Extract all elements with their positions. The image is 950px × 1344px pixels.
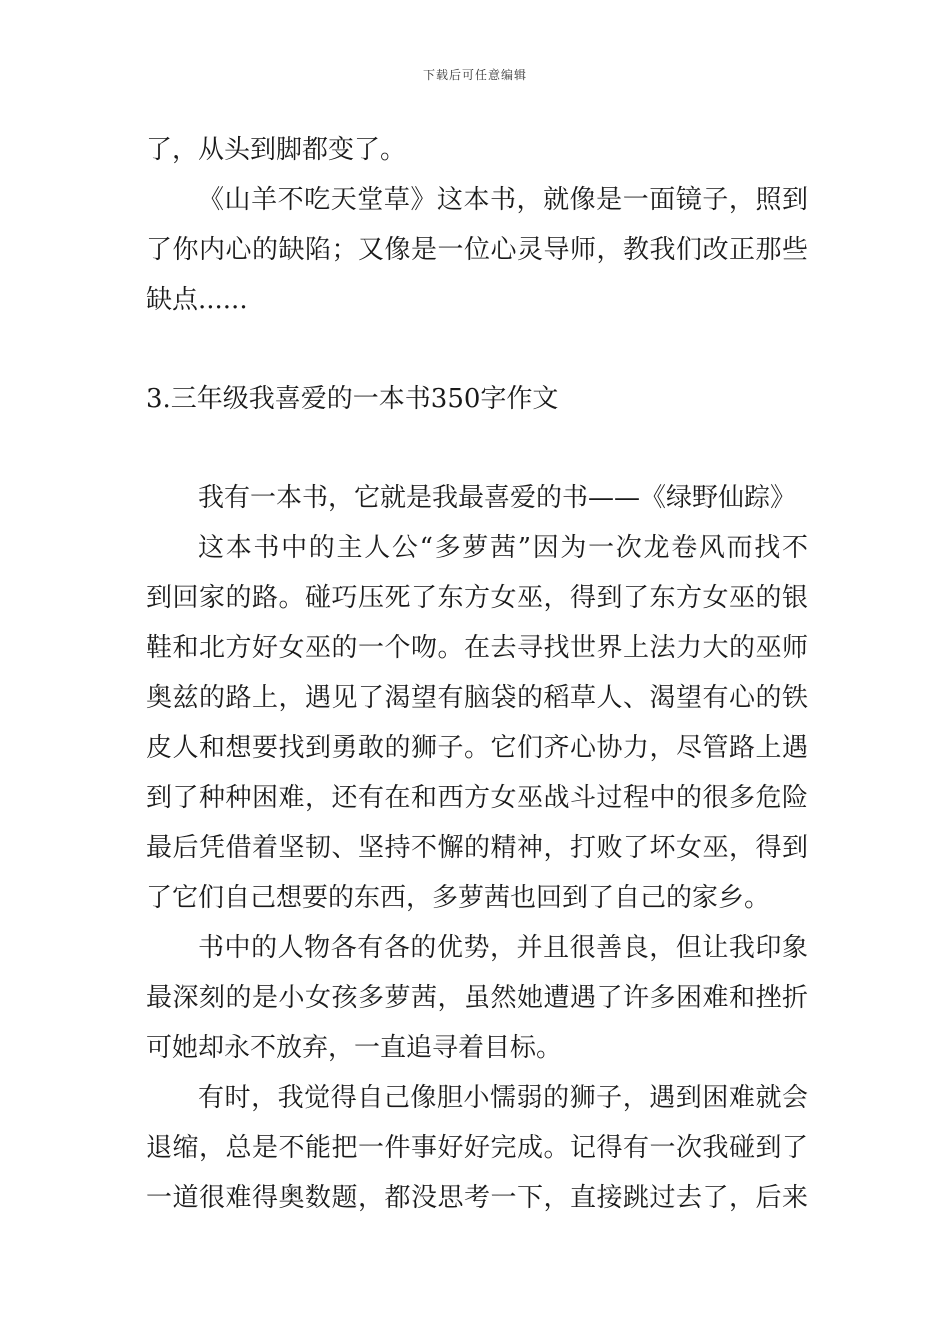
text-line: 我有一本书，它就是我最喜爱的书——《绿野仙踪》: [198, 483, 797, 513]
text-line: 奥兹的路上，遇见了渴望有脑袋的稻草人、渴望有心的铁: [146, 683, 808, 713]
text-line: 退缩，总是不能把一件事好好完成。记得有一次我碰到了: [146, 1133, 808, 1163]
text-line: 有时，我觉得自己像胆小懦弱的狮子，遇到困难就会: [198, 1083, 808, 1113]
text-line: 了它们自己想要的东西，多萝茜也回到了自己的家乡。: [146, 883, 771, 913]
text-line: 缺点......: [146, 285, 248, 315]
text-line: 一道很难得奥数题，都没思考一下，直接跳过去了，后来: [146, 1183, 808, 1213]
text-line: 《山羊不吃天堂草》这本书，就像是一面镜子，照到: [198, 185, 808, 215]
text-line: 了你内心的缺陷；又像是一位心灵导师，教我们改正那些: [146, 235, 808, 265]
text-line: 到了种种困难，还有在和西方女巫战斗过程中的很多危险: [146, 783, 808, 813]
page-header: 下载后可任意编辑: [422, 68, 527, 82]
text-line: 书中的人物各有各的优势，并且很善良，但让我印象: [198, 933, 808, 963]
text-line: 皮人和想要找到勇敢的狮子。它们齐心协力，尽管路上遇: [146, 733, 808, 763]
text-line: 最后凭借着坚韧、坚持不懈的精神，打败了坏女巫，得到: [146, 833, 808, 863]
text-line: 这本书中的主人公“多萝茜”因为一次龙卷风而找不: [198, 533, 808, 563]
text-line: 最深刻的是小女孩多萝茜，虽然她遭遇了许多困难和挫折: [146, 983, 808, 1013]
section-heading: 3.三年级我喜爱的一本书350字作文: [146, 384, 559, 414]
text-line: 可她却永不放弃，一直追寻着目标。: [146, 1033, 563, 1063]
text-line: 了，从头到脚都变了。: [146, 135, 407, 165]
text-line: 到回家的路。碰巧压死了东方女巫，得到了东方女巫的银: [146, 583, 808, 613]
text-line: 鞋和北方好女巫的一个吻。在去寻找世界上法力大的巫师: [146, 633, 808, 663]
